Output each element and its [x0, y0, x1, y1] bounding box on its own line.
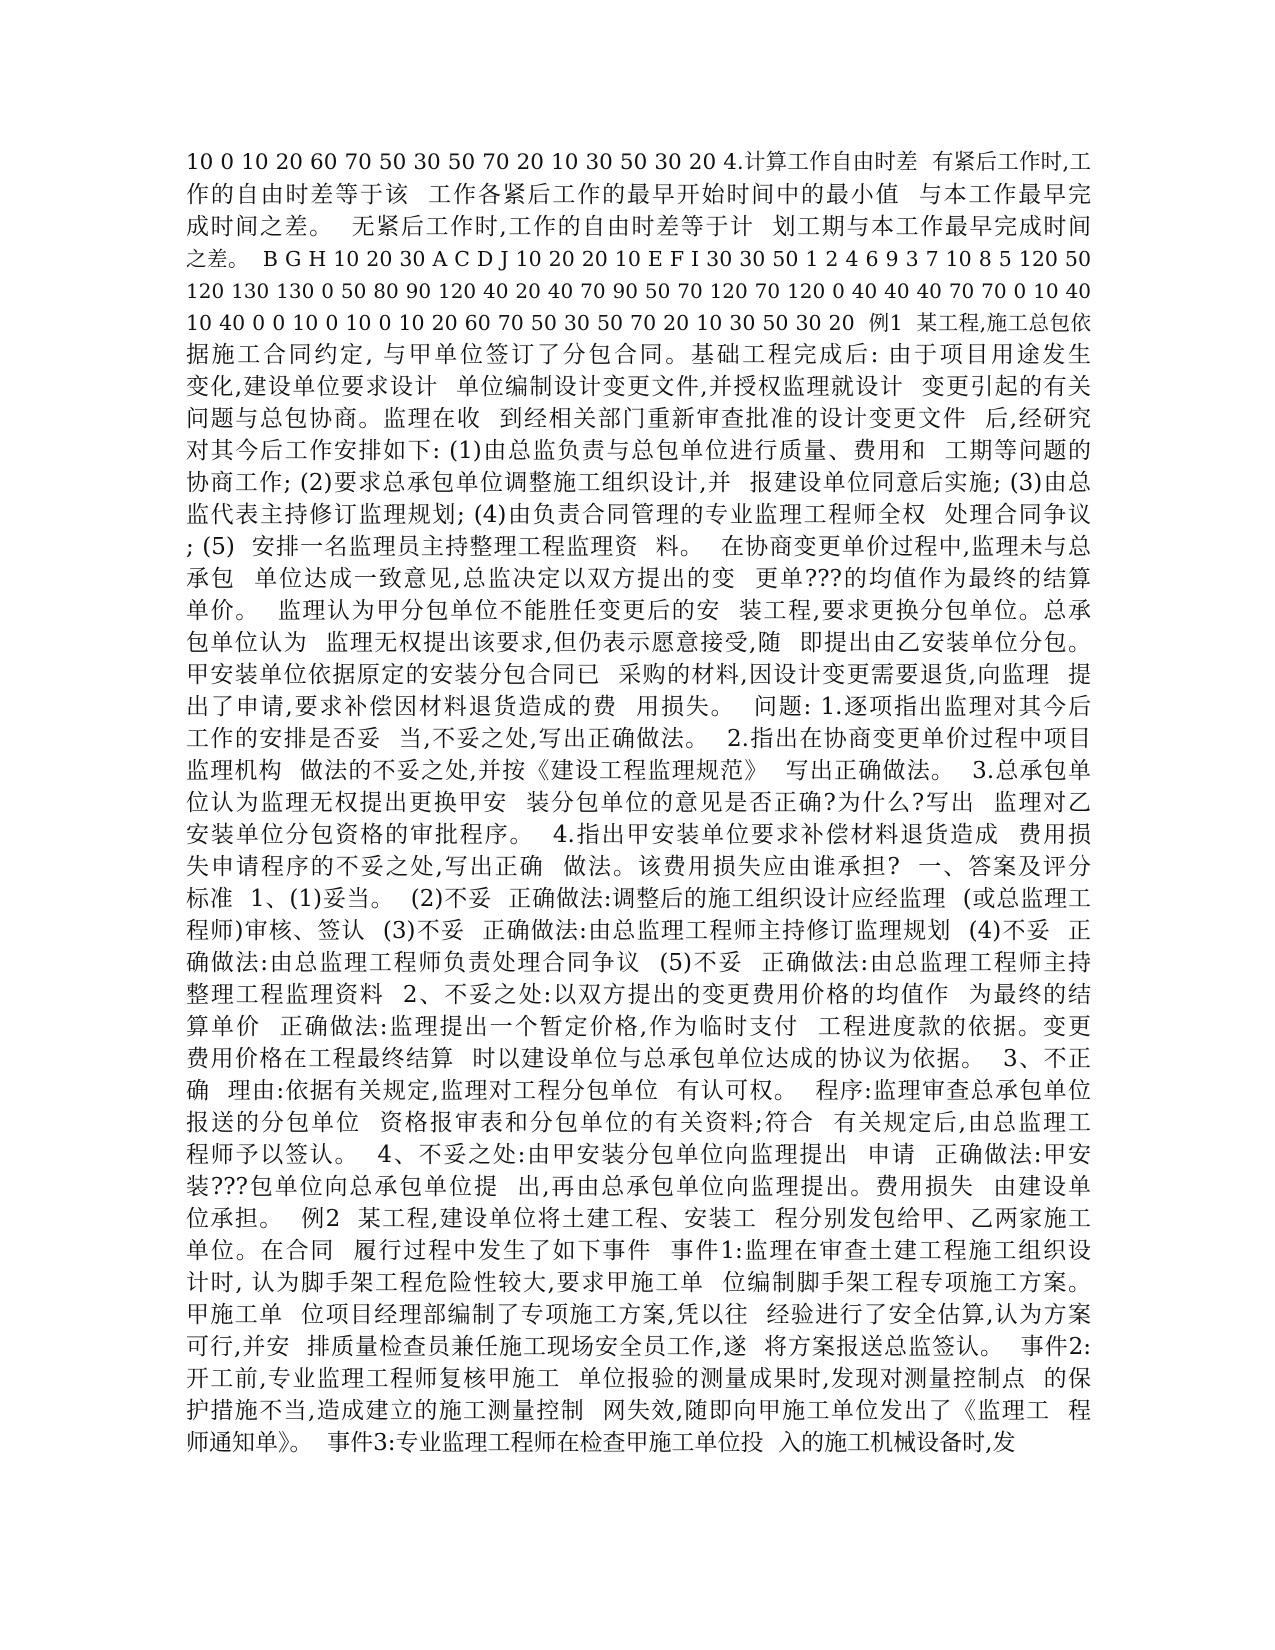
text-line: 师通知单》。 事件3:专业监理工程师在检查甲施工单位投 入的施工机械设备时,发 [186, 1430, 1016, 1456]
text-line: 包单位认为 监理无权提出该要求,但仍表示愿意接受,随 即提出由乙安装单位分包。 [186, 630, 1091, 656]
text-line: 程师予以签认。 4、不妥之处:由甲安装分包单位向监理提出 申请 正确做法:甲安 [186, 1142, 1091, 1168]
text-line: 监理机构 做法的不妥之处,并按《建设工程监理规范》 写出正确做法。 3.总承包单 [186, 758, 1091, 784]
text-line: 协商工作; (2)要求总承包单位调整施工组织设计,并 报建设单位同意后实施; (3)由总 [186, 470, 1091, 496]
text-line: 据施工合同约定, 与甲单位签订了分包合同。基础工程完成后: 由于项目用途发生 [186, 342, 1091, 368]
body-text [186, 147, 1091, 1459]
text-line: 变化,建设单位要求设计 单位编制设计变更文件,并授权监理就设计 变更引起的有关 [186, 374, 1091, 400]
text-line: 问题与总包协商。监理在收 到经相关部门重新审查批准的设计变更文件 后,经研究 [186, 406, 1091, 432]
text-line: 位认为监理无权提出更换甲安 装分包单位的意见是否正确?为什么?写出 监理对乙 [186, 790, 1091, 816]
text-line: 安装单位分包资格的审批程序。 4.指出甲安装单位要求补偿材料退货造成 费用损 [186, 822, 1091, 848]
text-line: 监代表主持修订监理规划; (4)由负责合同管理的专业监理工程师全权 处理合同争议 [186, 502, 1091, 528]
text-line: 整理工程监理资料 2、不妥之处:以双方提出的变更费用价格的均值作 为最终的结 [186, 982, 1091, 1008]
text-line: 确做法:由总监理工程师负责处理合同争议 (5)不妥 正确做法:由总监理工程师主持 [186, 950, 1091, 976]
text-line: 120 130 130 0 50 80 90 120 40 20 40 70 90 50 70 120 70 120 0 40 40 40 70 70 0 10 40 [186, 279, 1091, 303]
text-line: 工作的安排是否妥 当,不妥之处,写出正确做法。 2.指出在协商变更单价过程中项目 [186, 726, 1091, 752]
text-line: 确 理由:依据有关规定,监理对工程分包单位 有认可权。 程序:监理审查总承包单位 [186, 1078, 1091, 1104]
text-line: 单位。在合同 履行过程中发生了如下事件 事件1:监理在审查土建工程施工组织设 [186, 1238, 1091, 1264]
text-line: 作的自由时差等于该 工作各紧后工作的最早开始时间中的最小值 与本工作最早完 [186, 182, 1091, 208]
text-line: 10 0 10 20 60 70 50 30 50 70 20 10 30 50 30 20 4.计算工作自由时差 有紧后工作时,工 [186, 150, 1091, 175]
text-line: 计时, 认为脚手架工程危险性较大,要求甲施工单 位编制脚手架工程专项施工方案。 [186, 1270, 1091, 1296]
text-line: 之差。 B G H 10 20 30 A C D J 10 20 20 10 E F I 30 30 50 1 2 4 6 9 3 7 10 8 5 120 50 [186, 247, 1091, 271]
text-line: 程师)审核、签认 (3)不妥 正确做法:由总监理工程师主持修订监理规划 (4)不妥 正 [186, 918, 1091, 944]
text-line: 护措施不当,造成建立的施工测量控制 网失效,随即向甲施工单位发出了《监理工 程 [186, 1398, 1091, 1424]
text-line: 算单价 正确做法:监理提出一个暂定价格,作为临时支付 工程进度款的依据。变更 [186, 1014, 1091, 1040]
text-line: 位承担。 例2 某工程,建设单位将土建工程、安装工 程分别发包给甲、乙两家施工 [186, 1206, 1091, 1232]
text-line: 开工前,专业监理工程师复核甲施工 单位报验的测量成果时,发现对测量控制点 的保 [186, 1366, 1091, 1392]
text-line: 甲施工单 位项目经理部编制了专项施工方案,凭以往 经验进行了安全估算,认为方案 [186, 1302, 1091, 1328]
text-line: 出了申请,要求补偿因材料退货造成的费 用损失。 问题: 1.逐项指出监理对其今后 [186, 694, 1091, 720]
text-line: 报送的分包单位 资格报审表和分包单位的有关资料;符合 有关规定后,由总监理工 [186, 1110, 1091, 1136]
text-line: ; (5) 安排一名监理员主持整理工程监理资 料。 在协商变更单价过程中,监理未与总 [186, 534, 1091, 560]
text-line: 标准 1、(1)妥当。 (2)不妥 正确做法:调整后的施工组织设计应经监理 (或总监理工 [186, 886, 1091, 912]
text-line: 对其今后工作安排如下: (1)由总监负责与总包单位进行质量、费用和 工期等问题的 [186, 438, 1091, 464]
text-line: 装???包单位向总承包单位提 出,再由总承包单位向监理提出。费用损失 由建设单 [186, 1174, 1091, 1200]
text-line: 失申请程序的不妥之处,写出正确 做法。该费用损失应由谁承担? 一、答案及评分 [186, 854, 1091, 880]
text-line: 甲安装单位依据原定的安装分包合同已 采购的材料,因设计变更需要退货,向监理 提 [186, 662, 1091, 688]
text-line: 可行,并安 排质量检查员兼任施工现场安全员工作,遂 将方案报送总监签认。 事件2: [186, 1334, 1091, 1360]
text-line: 单价。 监理认为甲分包单位不能胜任变更后的安 装工程,要求更换分包单位。总承 [186, 598, 1091, 624]
text-line: 承包 单位达成一致意见,总监决定以双方提出的变 更单???的均值作为最终的结算 [186, 566, 1091, 592]
text-line: 费用价格在工程最终结算 时以建设单位与总承包单位达成的协议为依据。 3、不正 [186, 1046, 1091, 1072]
text-line: 10 40 0 0 10 0 10 0 10 20 60 70 50 30 50 70 20 10 30 50 30 20 例1 某工程,施工总包依 [186, 311, 1091, 335]
text-line: 成时间之差。 无紧后工作时,工作的自由时差等于计 划工期与本工作最早完成时间 [186, 214, 1091, 240]
